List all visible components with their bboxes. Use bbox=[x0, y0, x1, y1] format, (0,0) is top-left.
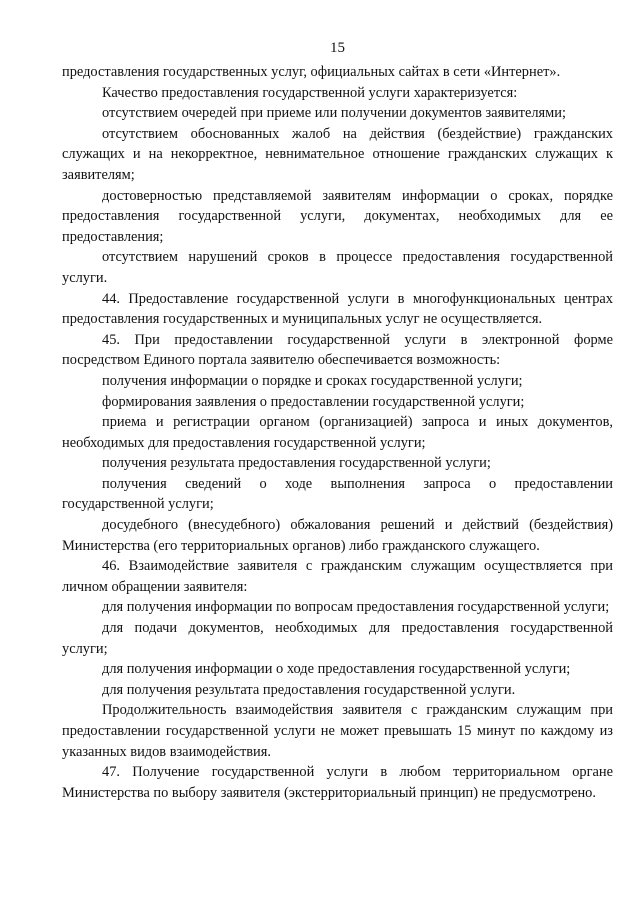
paragraph-no-deadline-violations: отсутствием нарушений сроков в процессе предоставления государственной услуги. bbox=[62, 249, 613, 286]
paragraph-45-application: формирования заявления о предоставлении государственной услуги; bbox=[102, 393, 525, 410]
paragraph-45-info: получения информации о порядке и сроках государственной услуги; bbox=[102, 372, 523, 389]
paragraph-46: 46. Взаимодействие заявителя с гражданским служащим осуществляется при личном обращении заявителя: bbox=[62, 558, 613, 595]
paragraph-45-registration: приема и регистрации органом (организацией) запроса и иных документов, необходимых для предоставления государственной услуги; bbox=[62, 414, 613, 451]
paragraph-46-documents: для подачи документов, необходимых для предоставления государственной услуги; bbox=[62, 620, 613, 657]
paragraph-47: 47. Получение государственной услуги в любом территориальном органе Министерства по выбору заявителя (экстерриториальный принцип) не предусмотрено. bbox=[62, 764, 613, 801]
paragraph-45-appeal: досудебного (внесудебного) обжалования решений и действий (бездействия) Министерства (его территориальных органов) либо гражданского служащего. bbox=[62, 517, 613, 554]
paragraph-44: 44. Предоставление государственной услуги в многофункциональных центрах предоставления государственных и муниципальных услуг не осуществляется. bbox=[62, 290, 613, 328]
paragraph-duration: Продолжительность взаимодействия заявителя с гражданским служащим при предоставлении государственной услуги не может превышать 15 минут по каждому из указанных видов взаимодействия. bbox=[62, 702, 613, 760]
paragraph-46-info: для получения информации по вопросам предоставления государственной услуги; bbox=[102, 599, 610, 616]
paragraph-reliable-info: достоверностью представляемой заявителям информации о сроках, порядке предоставления государственной услуги, документах, необходимых для ее предоставления; bbox=[62, 187, 613, 245]
paragraph-no-complaints: отсутствием обоснованных жалоб на действия (бездействие) гражданских служащих и на некорректное, невнимательное отношение гражданских служащих к заявителям; bbox=[62, 125, 613, 183]
paragraph-46-progress: для получения информации о ходе предоставления государственной услуги; bbox=[102, 661, 571, 678]
paragraph-quality-intro: Качество предоставления государственной услуги характеризуется: bbox=[102, 84, 518, 101]
page-number: 15 bbox=[330, 40, 345, 56]
paragraph-continuation: предоставления государственных услуг, официальных сайтах в сети «Интернет». bbox=[62, 64, 561, 80]
paragraph-45-result: получения результата предоставления государственной услуги; bbox=[102, 455, 491, 472]
paragraph-46-result: для получения результата предоставления государственной услуги. bbox=[102, 681, 516, 698]
paragraph-no-queues: отсутствием очередей при приеме или получении документов заявителями; bbox=[102, 105, 566, 122]
document-body bbox=[62, 62, 613, 803]
paragraph-45: 45. При предоставлении государственной услуги в электронной форме посредством Единого портала заявителю обеспечивается возможность: bbox=[62, 331, 613, 369]
paragraph-45-progress: получения сведений о ходе выполнения запроса о предоставлении государственной услуги; bbox=[62, 475, 613, 513]
